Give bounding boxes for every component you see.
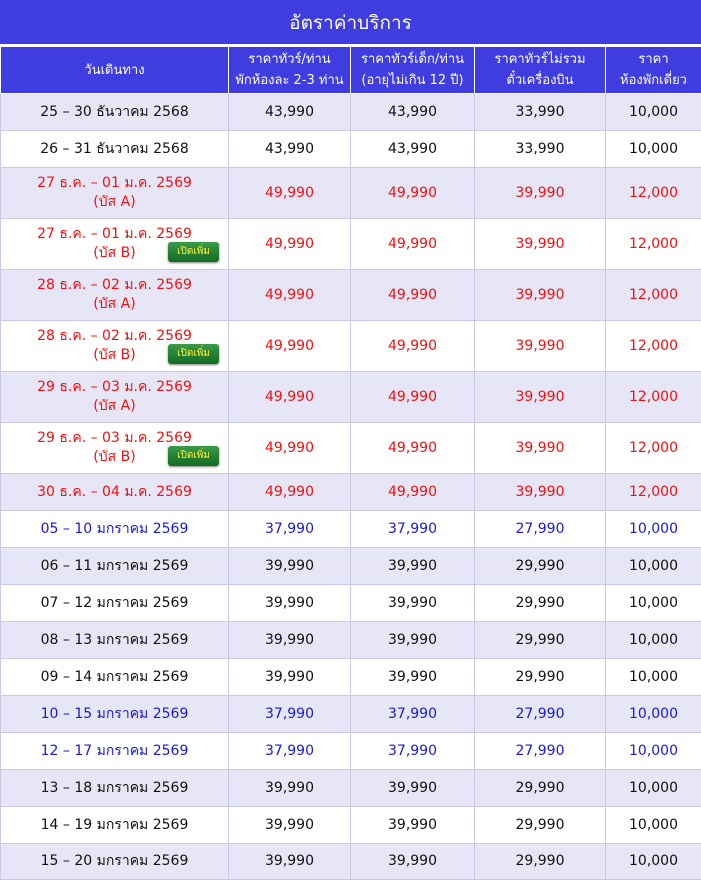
travel-date-cell <box>1 770 229 807</box>
child-price-cell: 39,990 <box>351 807 475 844</box>
travel-date: 08 – 13 มกราคม 2569 <box>1 631 228 650</box>
no-flight-price-cell: 39,990 <box>475 474 606 511</box>
header-label: วันเดินทาง <box>84 63 144 78</box>
child-price-cell: 49,990 <box>351 219 475 270</box>
header-single-room-price <box>606 47 701 94</box>
travel-date-cell <box>1 585 229 622</box>
child-price-cell: 37,990 <box>351 696 475 733</box>
adult-price-cell: 49,990 <box>229 219 351 270</box>
no-flight-price-cell: 33,990 <box>475 131 606 168</box>
table-row <box>1 548 701 585</box>
table-row <box>1 94 701 131</box>
travel-date-cell <box>1 696 229 733</box>
bus-label: (บัส B) <box>1 244 228 263</box>
page-title: อัตราค่าบริการ <box>0 0 701 46</box>
open-more-badge: เปิดเพิ่ม <box>168 344 219 364</box>
adult-price-cell: 43,990 <box>229 131 351 168</box>
table-row <box>1 659 701 696</box>
no-flight-price-cell: 39,990 <box>475 270 606 321</box>
table-row <box>1 168 701 219</box>
table-row <box>1 372 701 423</box>
single-room-price-cell: 12,000 <box>606 474 701 511</box>
adult-price-cell: 39,990 <box>229 585 351 622</box>
table-row <box>1 844 701 880</box>
no-flight-price-cell: 39,990 <box>475 372 606 423</box>
child-price-cell: 43,990 <box>351 94 475 131</box>
child-price-cell: 37,990 <box>351 733 475 770</box>
no-flight-price-cell: 29,990 <box>475 659 606 696</box>
table-row <box>1 219 701 270</box>
no-flight-price-cell: 29,990 <box>475 807 606 844</box>
child-price-cell: 39,990 <box>351 770 475 807</box>
travel-date-cell <box>1 423 229 474</box>
travel-date: 27 ธ.ค. – 01 ม.ค. 2569 <box>1 225 228 244</box>
child-price-cell: 49,990 <box>351 321 475 372</box>
single-room-price-cell: 10,000 <box>606 733 701 770</box>
child-price-cell: 39,990 <box>351 585 475 622</box>
header-sublabel: พักห้องละ 2-3 ท่าน <box>229 70 350 91</box>
header-adult-price <box>229 47 351 94</box>
table-header-row <box>1 47 701 94</box>
adult-price-cell: 37,990 <box>229 733 351 770</box>
travel-date-cell <box>1 659 229 696</box>
header-label: ราคาทัวร์/ท่าน <box>229 49 350 70</box>
travel-date: 15 – 20 มกราคม 2569 <box>1 852 228 871</box>
table-body <box>1 94 701 880</box>
travel-date-cell <box>1 372 229 423</box>
travel-date: 14 – 19 มกราคม 2569 <box>1 816 228 835</box>
table-row <box>1 423 701 474</box>
travel-date: 05 – 10 มกราคม 2569 <box>1 520 228 539</box>
travel-date-cell <box>1 94 229 131</box>
adult-price-cell: 39,990 <box>229 548 351 585</box>
price-table <box>0 46 701 880</box>
table-row <box>1 270 701 321</box>
single-room-price-cell: 10,000 <box>606 659 701 696</box>
single-room-price-cell: 10,000 <box>606 807 701 844</box>
child-price-cell: 49,990 <box>351 423 475 474</box>
single-room-price-cell: 12,000 <box>606 372 701 423</box>
travel-date-cell <box>1 474 229 511</box>
child-price-cell: 43,990 <box>351 131 475 168</box>
travel-date: 12 – 17 มกราคม 2569 <box>1 742 228 761</box>
child-price-cell: 49,990 <box>351 168 475 219</box>
travel-date: 28 ธ.ค. – 02 ม.ค. 2569 <box>1 276 228 295</box>
table-row <box>1 696 701 733</box>
travel-date-cell <box>1 548 229 585</box>
bus-label: (บัส B) <box>1 448 228 467</box>
header-child-price <box>351 47 475 94</box>
header-label: ราคาทัวร์ไม่รวม <box>475 49 605 70</box>
travel-date: 09 – 14 มกราคม 2569 <box>1 668 228 687</box>
single-room-price-cell: 12,000 <box>606 168 701 219</box>
header-no-flight-price <box>475 47 606 94</box>
table-row <box>1 770 701 807</box>
adult-price-cell: 49,990 <box>229 372 351 423</box>
child-price-cell: 39,990 <box>351 844 475 880</box>
table-row <box>1 474 701 511</box>
travel-date-cell <box>1 511 229 548</box>
single-room-price-cell: 10,000 <box>606 511 701 548</box>
table-row <box>1 733 701 770</box>
adult-price-cell: 39,990 <box>229 770 351 807</box>
header-sublabel: ห้องพักเดี่ยว <box>606 70 701 91</box>
child-price-cell: 49,990 <box>351 474 475 511</box>
no-flight-price-cell: 29,990 <box>475 548 606 585</box>
single-room-price-cell: 12,000 <box>606 423 701 474</box>
travel-date-cell <box>1 131 229 168</box>
no-flight-price-cell: 27,990 <box>475 511 606 548</box>
adult-price-cell: 39,990 <box>229 844 351 880</box>
bus-label: (บัส A) <box>1 295 228 314</box>
header-label: ราคาทัวร์เด็ก/ท่าน <box>351 49 474 70</box>
adult-price-cell: 43,990 <box>229 94 351 131</box>
adult-price-cell: 37,990 <box>229 696 351 733</box>
no-flight-price-cell: 39,990 <box>475 168 606 219</box>
single-room-price-cell: 10,000 <box>606 585 701 622</box>
adult-price-cell: 49,990 <box>229 474 351 511</box>
single-room-price-cell: 12,000 <box>606 270 701 321</box>
table-row <box>1 585 701 622</box>
child-price-cell: 39,990 <box>351 548 475 585</box>
travel-date: 30 ธ.ค. – 04 ม.ค. 2569 <box>1 483 228 502</box>
no-flight-price-cell: 29,990 <box>475 844 606 880</box>
bus-label: (บัส B) <box>1 346 228 365</box>
travel-date: 07 – 12 มกราคม 2569 <box>1 594 228 613</box>
single-room-price-cell: 10,000 <box>606 696 701 733</box>
travel-date: 25 – 30 ธันวาคม 2568 <box>1 103 228 122</box>
no-flight-price-cell: 29,990 <box>475 585 606 622</box>
single-room-price-cell: 10,000 <box>606 622 701 659</box>
adult-price-cell: 39,990 <box>229 622 351 659</box>
travel-date: 10 – 15 มกราคม 2569 <box>1 705 228 724</box>
child-price-cell: 49,990 <box>351 372 475 423</box>
no-flight-price-cell: 39,990 <box>475 321 606 372</box>
single-room-price-cell: 12,000 <box>606 321 701 372</box>
child-price-cell: 39,990 <box>351 659 475 696</box>
travel-date: 26 – 31 ธันวาคม 2568 <box>1 140 228 159</box>
travel-date-cell <box>1 733 229 770</box>
adult-price-cell: 49,990 <box>229 168 351 219</box>
travel-date-cell <box>1 219 229 270</box>
adult-price-cell: 49,990 <box>229 270 351 321</box>
adult-price-cell: 39,990 <box>229 807 351 844</box>
header-sublabel: (อายุไม่เกิน 12 ปี) <box>351 70 474 91</box>
open-more-badge: เปิดเพิ่ม <box>168 446 219 466</box>
no-flight-price-cell: 29,990 <box>475 770 606 807</box>
table-row <box>1 131 701 168</box>
child-price-cell: 49,990 <box>351 270 475 321</box>
bus-label: (บัส A) <box>1 193 228 212</box>
travel-date-cell <box>1 622 229 659</box>
single-room-price-cell: 10,000 <box>606 94 701 131</box>
child-price-cell: 37,990 <box>351 511 475 548</box>
travel-date-cell <box>1 321 229 372</box>
travel-date-cell <box>1 807 229 844</box>
travel-date: 29 ธ.ค. – 03 ม.ค. 2569 <box>1 429 228 448</box>
single-room-price-cell: 10,000 <box>606 844 701 880</box>
table-row <box>1 511 701 548</box>
no-flight-price-cell: 29,990 <box>475 622 606 659</box>
table-row <box>1 622 701 659</box>
no-flight-price-cell: 39,990 <box>475 423 606 474</box>
travel-date: 29 ธ.ค. – 03 ม.ค. 2569 <box>1 378 228 397</box>
single-room-price-cell: 12,000 <box>606 219 701 270</box>
travel-date-cell <box>1 168 229 219</box>
table-row <box>1 807 701 844</box>
travel-date: 06 – 11 มกราคม 2569 <box>1 557 228 576</box>
header-sublabel: ตั๋วเครื่องบิน <box>475 70 605 91</box>
travel-date-cell <box>1 844 229 880</box>
no-flight-price-cell: 27,990 <box>475 733 606 770</box>
no-flight-price-cell: 39,990 <box>475 219 606 270</box>
adult-price-cell: 49,990 <box>229 423 351 474</box>
header-label: ราคา <box>606 49 701 70</box>
header-travel-date <box>1 47 229 94</box>
single-room-price-cell: 10,000 <box>606 770 701 807</box>
single-room-price-cell: 10,000 <box>606 548 701 585</box>
single-room-price-cell: 10,000 <box>606 131 701 168</box>
adult-price-cell: 39,990 <box>229 659 351 696</box>
travel-date: 27 ธ.ค. – 01 ม.ค. 2569 <box>1 174 228 193</box>
no-flight-price-cell: 33,990 <box>475 94 606 131</box>
child-price-cell: 39,990 <box>351 622 475 659</box>
adult-price-cell: 49,990 <box>229 321 351 372</box>
travel-date: 28 ธ.ค. – 02 ม.ค. 2569 <box>1 327 228 346</box>
bus-label: (บัส A) <box>1 397 228 416</box>
open-more-badge: เปิดเพิ่ม <box>168 242 219 262</box>
travel-date: 13 – 18 มกราคม 2569 <box>1 779 228 798</box>
travel-date-cell <box>1 270 229 321</box>
table-row <box>1 321 701 372</box>
adult-price-cell: 37,990 <box>229 511 351 548</box>
no-flight-price-cell: 27,990 <box>475 696 606 733</box>
